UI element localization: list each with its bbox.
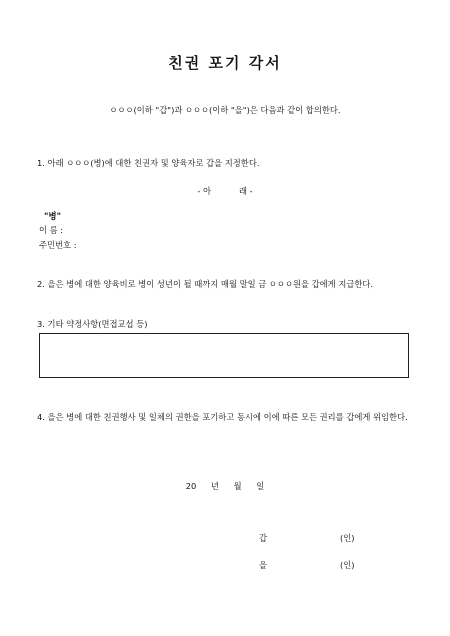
party-a-label: 갑 xyxy=(259,533,268,543)
date-line: 20 년 월 일 xyxy=(185,481,265,491)
section-3-text: 3. 기타 약정사항(면접교섭 등) xyxy=(37,319,148,329)
intro-text: ㅇㅇㅇ(이하 "갑")과 ㅇㅇㅇ(이하 "을")은 다음과 같이 합의한다. xyxy=(109,105,341,115)
below-heading-left: - 아 xyxy=(197,186,211,196)
section-1-text: 1. 아래 ㅇㅇㅇ(병)에 대한 친권자 및 양육자로 갑을 지정한다. xyxy=(37,158,260,168)
id-number-row: 주민번호 : xyxy=(39,240,77,250)
name-row: 이 름 : xyxy=(39,225,64,235)
byeong-label: "병" xyxy=(44,212,62,222)
party-b-label: 을 xyxy=(259,560,268,570)
below-heading-right: 래 - xyxy=(239,186,253,196)
other-terms-box[interactable] xyxy=(39,333,409,378)
below-heading xyxy=(0,185,450,197)
section-4-text: 4. 을은 병에 대한 친권행사 및 일체의 권한을 포기하고 동시에 이에 따른 모든 권리를 갑에게 위임한다. xyxy=(37,412,408,422)
section-2-text: 2. 을은 병에 대한 양육비로 병이 성년이 될 때까지 매월 말일 금 ㅇㅇㅇ원을 갑에게 지급한다. xyxy=(37,279,374,289)
party-b-seal: (인) xyxy=(340,560,355,570)
document-title: 친권 포기 각서 xyxy=(168,54,282,72)
party-a-seal: (인) xyxy=(340,533,355,543)
